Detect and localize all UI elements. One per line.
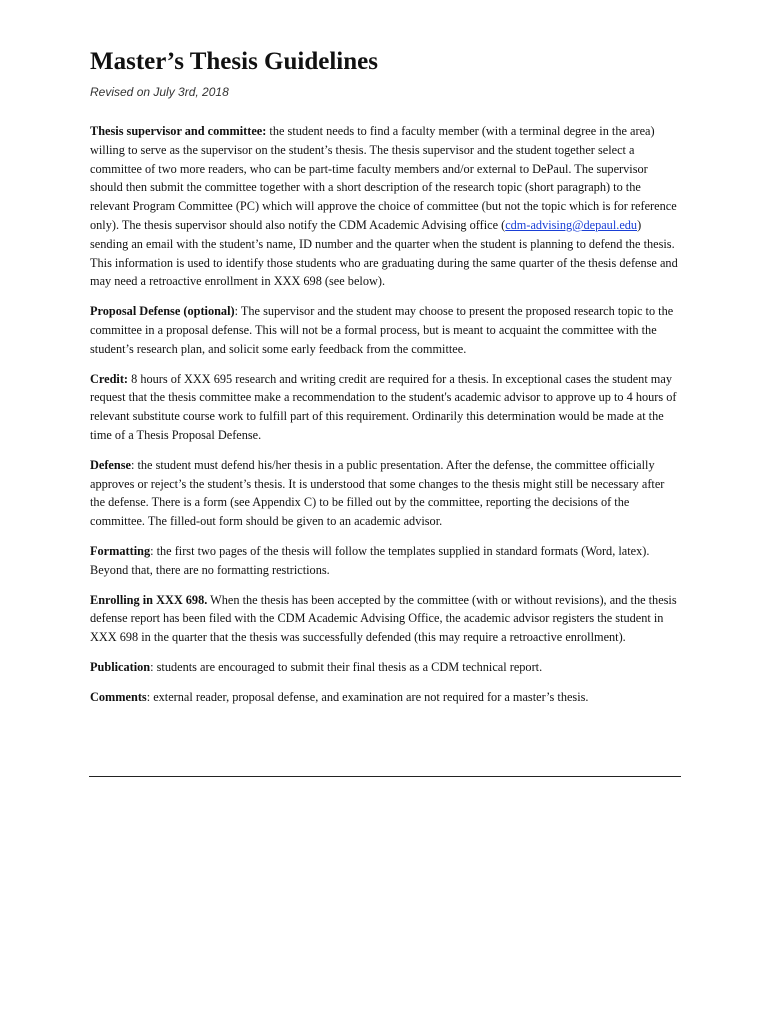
section-defense	[90, 456, 682, 531]
section-formatting	[90, 542, 682, 580]
section-text: : external reader, proposal defense, and examination are not required for a master’s thesis.	[146, 689, 589, 704]
bottom-divider	[89, 776, 681, 777]
section-heading: Publication	[90, 659, 151, 674]
section-text: : The supervisor and the student may choose to present the proposed research topic to the committee in a proposal defense. This will not be a formal process, but is meant to acquaint the committee with the student’s research plan, and solicit some early feedback from the committee.	[90, 304, 674, 356]
section-text: 8 hours of XXX 695 research and writing credit are required for a thesis. In exceptional cases the student may request that the thesis committee make a recommendation to the student's academic advisor to approve up to 4 hours of relevant substitute course work to fulfill part of this requirement. Ordinarily this determination would be made at the time of a Thesis Proposal Defense.	[90, 371, 677, 442]
section-supervisor	[90, 122, 682, 291]
section-text: : the student must defend his/her thesis in a public presentation. After the defense, the committee officially approves or reject’s the student’s thesis. It is understood that some changes to the thesis might still be necessary after the defense. There is a form (see Appendix C) to be filled out by the committee, reporting the decisions of the committee. The filled-out form should be given to an academic advisor.	[90, 457, 665, 529]
section-heading: Formatting	[90, 543, 151, 558]
section-text: When the thesis has been accepted by the committee (with or without revisions), and the thesis defense report has been filed with the CDM Academic Advising Office, the academic advisor registers the student in XXX 698 in the quarter that the thesis was successfully defended (this may require a retroactive enrollment).	[90, 592, 677, 645]
section-proposal-defense	[90, 302, 682, 358]
section-enrolling	[90, 591, 682, 647]
section-text: : the first two pages of the thesis will follow the templates supplied in standard formats (Word, latex). Beyond that, there are no formatting restrictions.	[90, 543, 650, 577]
section-heading: Credit:	[90, 371, 129, 386]
section-credit	[90, 370, 682, 445]
section-text: : students are encouraged to submit their final thesis as a CDM technical report.	[150, 659, 543, 674]
page-title: Master’s Thesis Guidelines	[90, 48, 378, 75]
section-heading: Enrolling in XXX 698.	[90, 592, 208, 607]
advising-email-link[interactable]: cdm-advising@depaul.edu	[505, 217, 638, 232]
section-heading: Thesis supervisor and committee:	[90, 124, 267, 138]
section-comments	[90, 688, 682, 707]
section-publication	[90, 658, 682, 677]
section-text: ) sending an email with the student’s name, ID number and the quarter when the student is planning to defend the thesis. This information is used to identify those students who are graduating during the same quarter of the thesis defense and may need a retroactive enrollment in XXX 698 (see below).	[90, 217, 678, 289]
revision-date: Revised on July 3rd, 2018	[90, 85, 229, 99]
section-heading: Defense	[90, 457, 131, 472]
document-body	[90, 46, 682, 707]
section-heading: Comments	[90, 689, 147, 704]
section-text: the student needs to find a faculty member (with a terminal degree in the area) willing to serve as the supervisor on the student’s thesis. The thesis supervisor and the student together select a committee of two more readers, who can be part-time faculty members and/or external to DePaul. The supervisor should then submit the committee together with a short description of the research topic (short paragraph) to the relevant Program Committee (PC) which will approve the choice of committee (but not the topic which is for reference only). The thesis supervisor should also notify the CDM Academic Advising office (	[90, 124, 677, 232]
section-heading: Proposal Defense (optional)	[90, 304, 235, 319]
